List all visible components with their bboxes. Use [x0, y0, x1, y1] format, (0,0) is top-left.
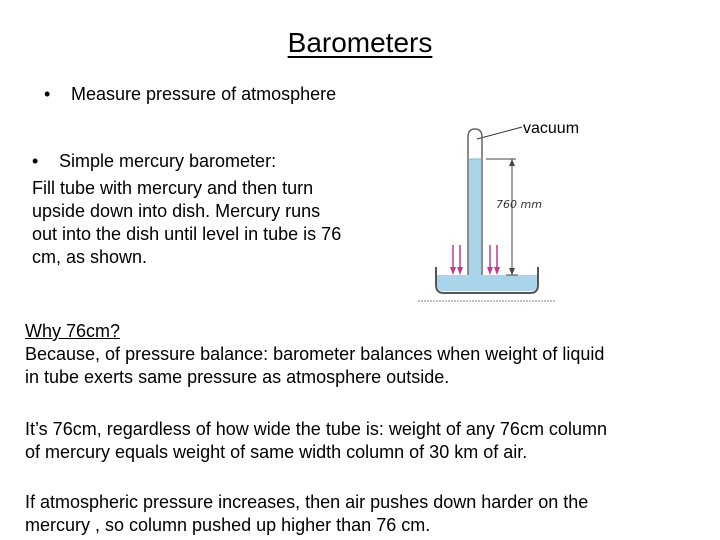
bullet-text: Simple mercury barometer: — [59, 151, 277, 171]
slide-title: Barometers — [287, 27, 433, 58]
barometer-description — [32, 177, 378, 269]
increase-note-line: mercury , so column pushed up higher than 76 cm. — [25, 515, 431, 535]
why-76cm-block — [25, 320, 705, 389]
height-label: 760 mm — [496, 198, 542, 211]
why-question: Why 76cm? — [25, 321, 121, 341]
bullet-text: Measure pressure of atmosphere — [71, 84, 337, 104]
pressure-arrowhead-icon — [450, 267, 456, 275]
bullet-marker: • — [32, 151, 39, 171]
width-note-line: It’s 76cm, regardless of how wide the tube is: weight of any 76cm column — [25, 419, 607, 439]
vacuum-leader-line — [477, 127, 522, 139]
description-line: upside down into dish. Mercury runs — [32, 201, 321, 221]
mercury-column — [469, 159, 481, 281]
description-line: Fill tube with mercury and then turn — [32, 178, 314, 198]
pressure-arrowhead-icon — [457, 267, 463, 275]
width-note-block — [25, 418, 705, 464]
pressure-arrowhead-icon — [487, 267, 493, 275]
height-arrow-up-icon — [509, 159, 515, 166]
pressure-increase-block — [25, 491, 705, 537]
why-line: in tube exerts same pressure as atmosphere outside. — [25, 367, 450, 387]
bullet-marker: • — [44, 84, 51, 104]
description-line: out into the dish until level in tube is 76 — [32, 224, 342, 244]
bullet-measure-pressure — [44, 84, 336, 105]
height-arrow-down-icon — [509, 268, 515, 275]
vacuum-label: vacuum — [523, 120, 580, 137]
bullet-simple-barometer — [32, 151, 276, 172]
dish-mercury — [437, 275, 537, 291]
increase-note-line: If atmospheric pressure increases, then air pushes down harder on the — [25, 492, 589, 512]
why-line: Because, of pressure balance: barometer balances when weight of liquid — [25, 344, 605, 364]
width-note-line: of mercury equals weight of same width column of 30 km of air. — [25, 442, 528, 462]
description-line: cm, as shown. — [32, 247, 148, 267]
barometer-diagram — [380, 115, 600, 310]
pressure-arrowhead-icon — [494, 267, 500, 275]
